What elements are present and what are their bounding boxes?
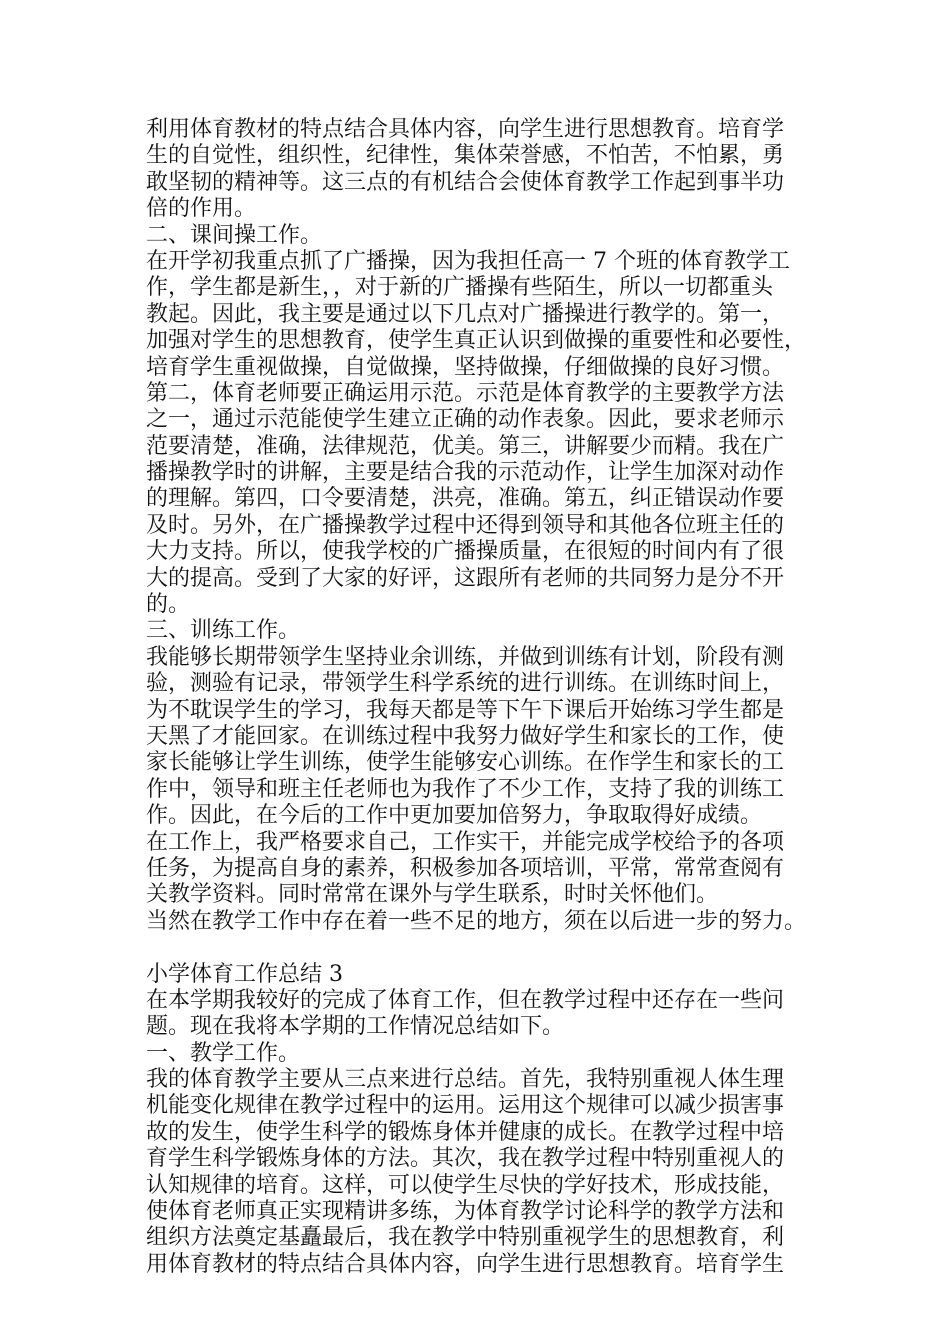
text-line: 当然在教学工作中存在着一些不足的地方，须在以后进一步的努力。 [146,908,807,934]
text-line: 验，测验有记录，带领学生科学系统的进行训练。在训练时间上， [146,671,785,697]
text-line: 天黑了才能回家。在训练过程中我努力做好学生和家长的工作，使 [146,723,785,749]
text-line: 倍的作用。 [146,196,257,222]
text-line: 的。 [146,592,191,618]
text-line: 育学生科学锻炼身体的方法。其次，我在教学过程中特别重视人的 [146,1146,785,1172]
text-line: 范要清楚，准确，法律规范，优美。第三，讲解要少而精。我在广 [146,433,785,459]
text-line: 机能变化规律在教学过程中的运用。运用这个规律可以减少损害事 [146,1093,785,1119]
text-line: 第二，体育老师要正确运用示范。示范是体育教学的主要教学方法 [146,380,785,406]
text-line: 我能够长期带领学生坚持业余训练，并做到训练有计划，阶段有测 [146,644,785,670]
blank-line [146,935,826,961]
text-line: 教起。因此，我主要是通过以下几点对广播操进行教学的。第一， [146,301,785,327]
text-line: 之一，通过示范能使学生建立正确的动作表象。因此，要求老师示 [146,407,785,433]
text-line: 任务，为提高自身的素养，积极参加各项培训，平常，常常查阅有 [146,855,785,881]
text-line: 大的提高。受到了大家的好评，这跟所有老师的共同努力是分不开 [146,565,785,591]
text-line: 二、课间操工作。 [146,222,323,248]
text-line: 利用体育教材的特点结合具体内容，向学生进行思想教育。培育学 [146,117,785,142]
text-line: 组织方法奠定基矗最后，我在教学中特别重视学生的思想教育，利 [146,1225,785,1251]
text-line: 一、教学工作。 [146,1040,301,1066]
text-line: 在工作上，我严格要求自己，工作实干，并能完成学校给予的各项 [146,829,785,855]
text-line: 题。现在我将本学期的工作情况总结如下。 [146,1014,565,1040]
text-line: 生的自觉性，组织性，纪律性，集体荣誉感，不怕苦，不怕累，勇 [146,143,785,169]
text-line: 关教学资料。同时常常在课外与学生联系，时时关怀他们。 [146,882,719,908]
text-line: 认知规律的培育。这样，可以使学生尽快的学好技术，形成技能， [146,1172,785,1198]
text-line: 播操教学时的讲解，主要是结合我的示范动作，让学生加深对动作 [146,460,785,486]
text-line: 使体育老师真正实现精讲多练，为体育教学讨论科学的教学方法和 [146,1199,785,1225]
text-line: 在本学期我较好的完成了体育工作，但在教学过程中还存在一些问 [146,987,785,1013]
document-page [146,117,826,1278]
text-line: 小学体育工作总结 3 [146,961,343,987]
text-line: 家长能够让学生训练，使学生能够安心训练。在作学生和家长的工 [146,750,785,776]
text-line: 我的体育教学主要从三点来进行总结。首先，我特别重视人体生理 [146,1067,785,1093]
text-line: 为不耽误学生的学习，我每天都是等下午下课后开始练习学生都是 [146,697,785,723]
text-line: 的理解。第四，口令要清楚，洪亮，准确。第五，纠正错误动作要 [146,486,785,512]
text-line: 敢坚韧的精神等。这三点的有机结合会使体育教学工作起到事半功 [146,169,785,195]
text-line: 加强对学生的思想教育，使学生真正认识到做操的重要性和必要性， [146,328,807,354]
text-line: 用体育教材的特点结合具体内容，向学生进行思想教育。培育学生 [146,1251,785,1277]
text-line: 作。因此，在今后的工作中更加要加倍努力，争取取得好成绩。 [146,803,763,829]
text-line: 三、训练工作。 [146,618,301,644]
text-line: 作，学生都是新生，，对于新的广播操有些陌生，所以一切都重头 [146,275,774,301]
text-line: 培育学生重视做操，自觉做操，坚持做操，仔细做操的良好习惯。 [146,354,785,380]
text-line: 大力支持。所以，使我学校的广播操质量，在很短的时间内有了很 [146,539,785,565]
text-line: 故的发生，使学生科学的锻炼身体并健康的成长。在教学过程中培 [146,1119,785,1145]
text-line: 在开学初我重点抓了广播操，因为我担任高一 7 个班的体育教学工 [146,248,790,274]
text-line: 作中，领导和班主任老师也为我作了不少工作，支持了我的训练工 [146,776,785,802]
text-line: 及时。另外，在广播操教学过程中还得到领导和其他各位班主任的 [146,512,785,538]
